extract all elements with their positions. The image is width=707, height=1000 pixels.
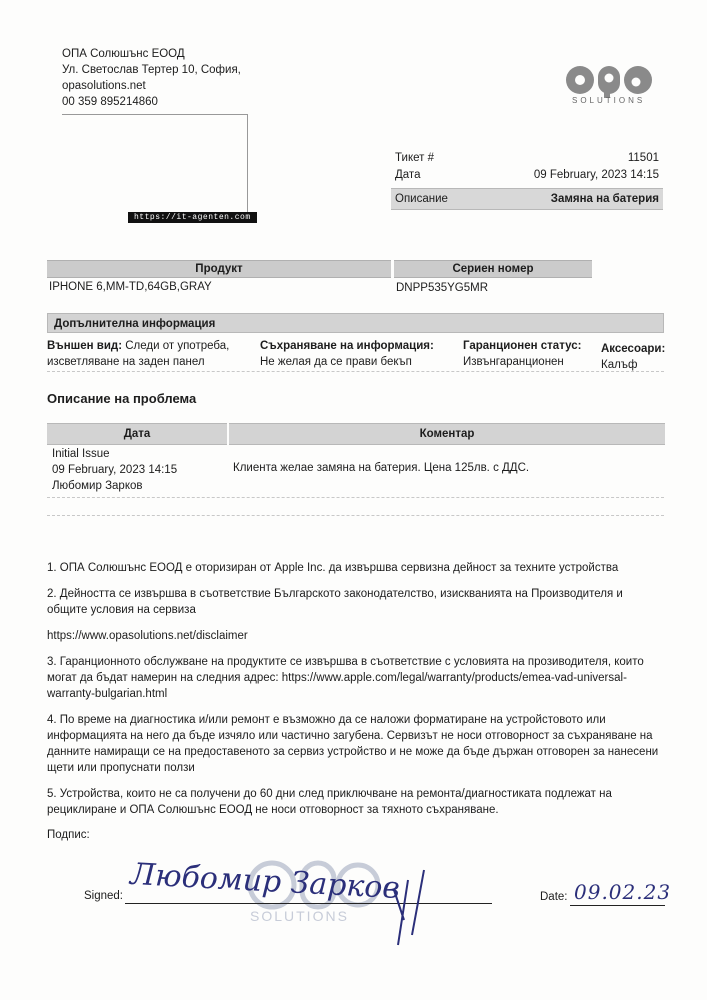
product-value: IPHONE 6,MM-TD,64GB,GRAY (49, 281, 212, 293)
divider (47, 497, 664, 498)
logo-subtitle: SOLUTIONS (572, 96, 646, 105)
date-sign-label: Date: (540, 891, 568, 903)
opa-logo (560, 62, 660, 112)
company-website: opasolutions.net (62, 80, 146, 92)
serial-value: DNPP535YG5MR (396, 282, 489, 294)
company-name: ОПА Солюшънс ЕООД (62, 48, 185, 60)
svg-text:SOLUTIONS: SOLUTIONS (250, 908, 349, 924)
ticket-number-row (391, 150, 663, 167)
divider (47, 371, 664, 372)
handwritten-date: 09.02.23 (574, 880, 672, 904)
ticket-value: 11501 (627, 152, 659, 164)
ticket-description-row (391, 188, 663, 210)
backup-value: Не желая да се прави бекъп (260, 356, 412, 368)
warranty-field (463, 338, 593, 370)
term-1: 1. ОПА Солюшънс ЕООД е оторизиран от Apple Inc. да извършва сервизна дейност за техните устройства (47, 562, 619, 574)
signature-flourish (384, 860, 434, 950)
handwritten-signature: Любомир Зарков (129, 856, 401, 907)
description-label: Описание (395, 193, 448, 205)
backup-field (260, 338, 450, 370)
problem-col-comment: Коментар (229, 423, 665, 445)
warranty-value: Извънгаранционен (463, 356, 564, 368)
appearance-value: Следи от употреба, изсветляване на заден панел (47, 340, 230, 368)
date-label: Дата (395, 169, 421, 181)
accessories-value: Калъф (601, 359, 638, 371)
problem-entry-date-cell (52, 446, 177, 494)
term-3: 3. Гаранционното обслужване на продуктите се извършва в съответствие с условията на прозиводителя, които могат да бъдат намерин на следния адрес: https://www.apple.com/legal/warranty/products/emea-vad-universal-warranty-bulgarian.html (47, 656, 644, 700)
backup-label: Съхраняване на информация: (260, 340, 434, 352)
envelope-window-frame (62, 114, 248, 223)
company-phone: 00 359 895214860 (62, 96, 158, 108)
term-4: 4. По време на диагностика и/или ремонт е възможно да се наложи форматиране на устройстовото или информацията на него да бъде изчяло или частично загубена. Сервизът не носи отговорност за съхраняване на данните намиращи се на предоставеното за сервиз устройство и не може да бъде държан отговорен за нанесени щети или пропуснати ползи (47, 714, 659, 774)
podpis-label: Подпис: (47, 829, 90, 841)
ticket-date-row (391, 167, 663, 184)
signed-label: Signed: (84, 890, 124, 902)
term-5: 5. Устройства, които не са получени до 60 дни след приключване на ремонта/диагностиката подлежат на рециклиране и ОПА Солюшънс ЕООД не носи отговорност за тяхното съхраняване. (47, 788, 612, 816)
problem-entry-date: 09 February, 2023 14:15 (52, 464, 178, 476)
additional-info-header: Допълнителна информация (47, 313, 664, 333)
watermark-stamp: https://it-agenten.com (128, 212, 257, 223)
problem-entry-comment: Клиента желае замяна на батерия. Цена 125лв. с ДДС. (233, 462, 530, 474)
serial-header: Сериен номер (394, 260, 592, 278)
company-block (62, 46, 241, 110)
problem-title: Описание на проблема (47, 391, 197, 406)
appearance-label: Външен вид: (47, 340, 123, 352)
ticket-info (391, 150, 663, 210)
appearance-field (47, 338, 252, 370)
description-value: Замяна на батерия (550, 193, 659, 205)
company-address: Ул. Светослав Тертер 10, София, (62, 64, 241, 76)
accessories-field (601, 341, 671, 373)
problem-entry-author: Любомир Зарков (52, 480, 143, 492)
disclaimer-link[interactable]: https://www.opasolutions.net/disclaimer (47, 630, 248, 642)
product-header: Продукт (47, 260, 391, 278)
date-line (570, 905, 665, 906)
problem-entry-type: Initial Issue (52, 448, 110, 460)
term-2: 2. Дейността се извършва в съответствие Българското законодателство, изискванията на Производителя и общите условия на сервиза (47, 588, 623, 616)
accessories-label: Аксесоари: (601, 343, 666, 355)
warranty-label: Гаранционен статус: (463, 340, 582, 352)
ticket-label: Тикет # (395, 152, 434, 164)
terms-block (47, 560, 665, 828)
date-value: 09 February, 2023 14:15 (533, 169, 659, 181)
signature-line (125, 903, 492, 904)
problem-col-date: Дата (47, 423, 227, 445)
divider (47, 515, 664, 516)
